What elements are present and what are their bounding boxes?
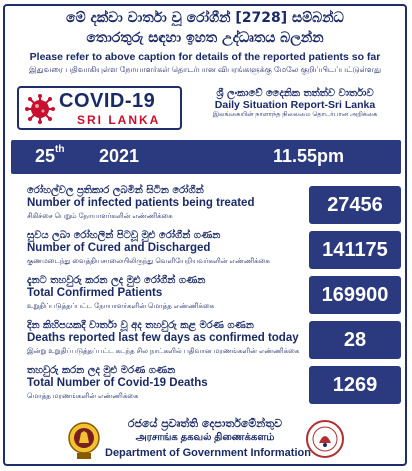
report-title-sinhala: ශ්‍රී ලංකාවේ දෛනික තත්ත්ව වාර්තාව — [216, 88, 374, 99]
stat-label-english: Deaths reported last few days as confirmed today — [27, 332, 299, 344]
stat-value: 169900 — [309, 276, 401, 314]
stat-row-deaths-confirmed-today — [13, 319, 401, 364]
footer-english: Department of Government Information — [105, 447, 311, 459]
logo-title: COVID-19 — [59, 90, 156, 112]
date-bar — [11, 140, 401, 174]
stat-label-tamil: குணமடைந்து வைத்தியசாலையிலிருந்து வெளியேறியவர்களின் எண்ணிக்கை — [27, 258, 270, 265]
report-day — [35, 146, 64, 167]
stat-label-tamil: இன்று உறுதிப்படுத்தப்பட்ட கடந்த சில நாட்களில் பதிவான மரணங்களின் எண்ணிக்கை — [27, 348, 300, 355]
stat-value: 141175 — [309, 231, 401, 269]
virus-icon — [25, 94, 55, 124]
stat-row-being-treated — [13, 184, 401, 229]
stat-row-total-deaths — [13, 364, 401, 409]
stat-label-sinhala: සුවය ලබා රෝහලින් පිටවූ මුළු රෝගීන් ගණන — [27, 230, 221, 241]
stat-label-tamil: உறுதிப்படுத்தப்பட்ட நோயாளர்களின் மொத்த எண்ணிக்கை — [27, 303, 215, 310]
covid-logo — [17, 86, 182, 130]
stat-value: 1269 — [309, 366, 401, 404]
stat-label-tamil: மொத்த மரணங்களின் எண்ணிக்கை — [27, 393, 139, 400]
report-day-number: 25 — [35, 146, 56, 166]
stat-label-sinhala: දැනට තහවුරු කරන ලද මුළු රෝගීන් ගණන — [27, 275, 206, 286]
report-title-english: Daily Situation Report-Sri Lanka — [214, 99, 376, 111]
stat-label-english: Total Confirmed Patients — [27, 287, 163, 299]
stat-label-english: Number of Cured and Discharged — [27, 242, 211, 254]
header-tamil: இதுவரை பதிவாகியுள்ள நோயாளர்கள் தொடர்பான விபரங்களுக்கு மேலே குறிப்பிடப்பட்டுள்ளது — [28, 65, 382, 74]
report-title-tamil: இலங்கையின் நாளாந்த நிலைமை தொடர்பான அறிக்கை — [212, 111, 378, 118]
stat-label-sinhala: රෝහල්වල ප්‍රතිකාර ලබමින් සිටින රෝගීන් — [27, 185, 204, 196]
report-year: 2021 — [99, 146, 140, 166]
report-title-block — [185, 88, 405, 128]
header-sinhala-line2: තොරතුරු සඳහා ඉහත උද්ධෘතය බලන්න — [86, 30, 324, 46]
header-english: Please refer to above caption for details of the reported patients so far — [29, 51, 381, 63]
stat-label-english: Number of infected patients being treated — [27, 197, 255, 209]
stat-row-cured-discharged — [13, 229, 401, 274]
header-sinhala-line1: මේ දක්වා වාර්තා වූ රෝගීන් [2728] සම්බන්ධ — [66, 10, 344, 26]
report-day-suffix: th — [55, 144, 65, 155]
footer-sinhala: රජයේ ප්‍රවෘත්ති දෙපාර්තමේන්තුව — [127, 417, 283, 430]
stat-label-english: Total Number of Covid-19 Deaths — [27, 377, 208, 389]
covid-report-card — [3, 4, 407, 466]
stat-row-total-confirmed — [13, 274, 401, 319]
stat-value: 28 — [309, 321, 401, 359]
department-seal-icon — [305, 419, 345, 459]
stat-label-sinhala: දින කිහිපයකදී වාර්තා වූ අද තහවුරු කළ මරණ ගණන — [27, 320, 254, 331]
report-time: 11.55pm — [273, 146, 345, 166]
footer-tamil: அரசாங்க தகவல் திணைக்களம் — [135, 432, 275, 443]
stat-label-sinhala: තහවුරු කරන ලද මුළු මරණ ගණන — [27, 365, 176, 376]
stat-value: 27456 — [309, 186, 401, 224]
state-emblem-icon — [67, 421, 101, 461]
stat-label-tamil: சிகிச்சை பெறும் நோயாளர்களின் எண்ணிக்கை — [27, 213, 173, 220]
logo-subtitle: SRI LANKA — [77, 113, 161, 127]
